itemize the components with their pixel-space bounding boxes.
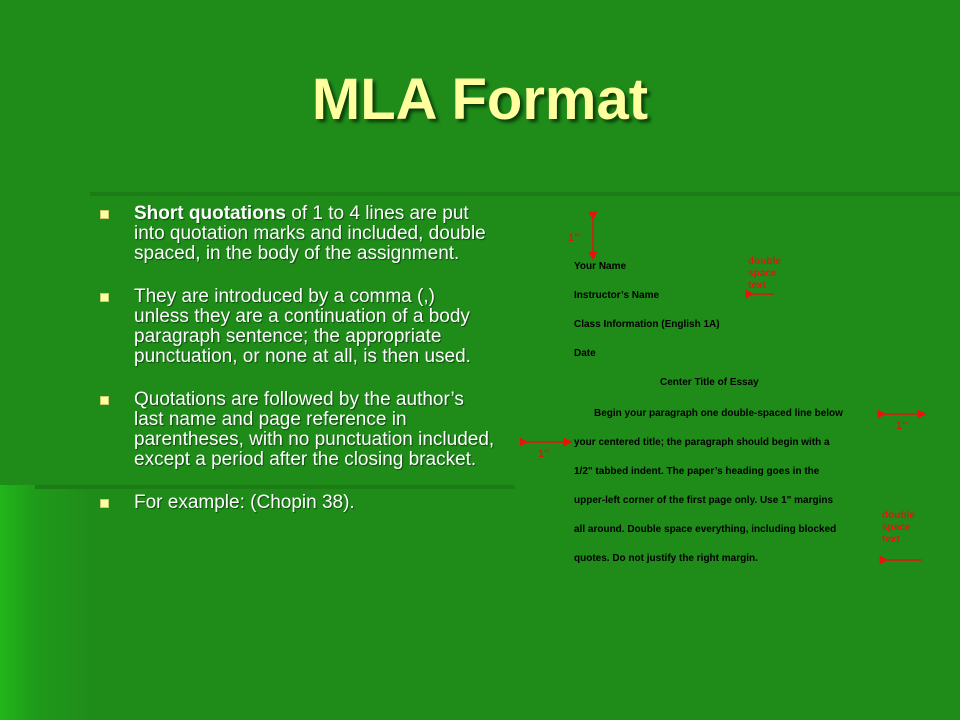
decor-band-top <box>90 192 960 196</box>
double-space-note-right <box>882 510 915 546</box>
double-space-note-top <box>748 256 781 292</box>
essay-line-date: Date <box>574 348 596 359</box>
essay-line-body: your centered title; the paragraph should begin with a <box>574 437 830 448</box>
bullet-text: Quotations are followed by the author’s last name and page reference in parentheses, with no punctuation included, except a period after the closing bracket. <box>134 389 495 470</box>
essay-line-instructor: Instructor’s Name <box>574 290 660 301</box>
essay-line-name: Your Name <box>574 261 627 272</box>
note-line: double <box>882 510 915 521</box>
bullet-text: For example: (Chopin 38). <box>134 492 355 513</box>
bullet-item <box>100 287 495 367</box>
essay-line-body: 1/2" tabbed indent. The paper’s heading goes in the <box>574 466 820 477</box>
essay-line-title: Center Title of Essay <box>660 377 759 388</box>
note-line: text <box>748 280 766 291</box>
bullet-item <box>100 390 495 470</box>
essay-line-body: Begin your paragraph one double-spaced line below <box>594 408 843 419</box>
bullet-list <box>100 204 495 536</box>
note-line: double <box>748 256 781 267</box>
note-line: text <box>882 534 900 545</box>
bullet-item <box>100 493 495 513</box>
square-bullet-icon <box>100 293 109 302</box>
essay-line-class: Class Information (English 1A) <box>574 319 720 330</box>
slide-title: MLA Format <box>311 67 649 132</box>
right-margin-label: 1" <box>896 420 908 432</box>
decor-gradient <box>0 485 90 720</box>
left-margin-label: 1" <box>538 448 550 460</box>
note-line: space <box>882 522 911 533</box>
note-line: space <box>748 268 777 279</box>
top-margin-label: 1" <box>568 232 580 244</box>
square-bullet-icon <box>100 396 109 405</box>
mla-sample-page <box>520 210 940 580</box>
bullet-item <box>100 204 495 264</box>
bullet-text: of 1 to 4 lines are put into quotation marks and included, double spaced, in the body of the assignment. <box>134 203 486 264</box>
bullet-bold-text: Short quotations <box>134 203 286 224</box>
square-bullet-icon <box>100 499 109 508</box>
essay-line-body: all around. Double space everything, including blocked <box>574 524 837 535</box>
essay-line-body: quotes. Do not justify the right margin. <box>574 553 758 564</box>
essay-line-body: upper-left corner of the first page only. Use 1" margins <box>574 495 834 506</box>
bullet-text: They are introduced by a comma (,) unless they are a continuation of a body paragraph sentence; the appropriate punctuation, or none at all, is then used. <box>134 286 471 367</box>
square-bullet-icon <box>100 210 109 219</box>
